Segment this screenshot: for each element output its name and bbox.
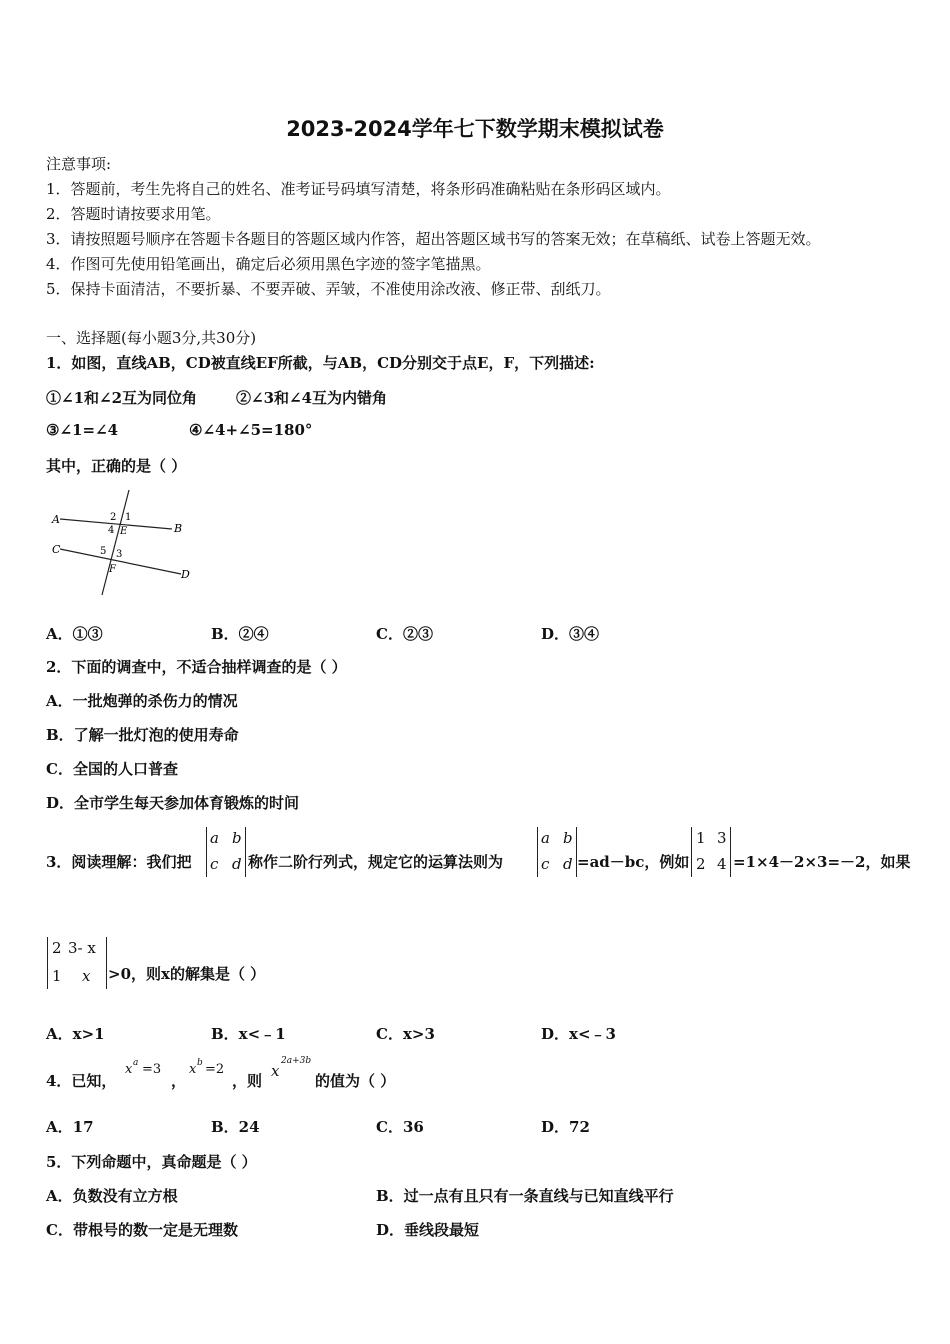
q4-math-1-value: =3 (142, 1062, 162, 1077)
q5-stem: 5．下列命题中，真命题是（ ） (46, 1153, 257, 1171)
q3-determinant-4: 2 3- x 1 x (47, 937, 107, 989)
q3-text-1: 3．阅读理解：我们把 (46, 853, 192, 871)
note-item: 5．保持卡面清洁，不要折暴、不要弄破、弄皱，不准使用涂改液、修正带、刮纸刀。 (46, 280, 611, 298)
label-a: A (52, 513, 60, 526)
label-c: C (52, 543, 61, 556)
q1-statement-4: ④∠4+∠5=180° (189, 421, 313, 439)
note-item: 4．作图可先使用铅笔画出，确定后必须用黑色字迹的签字笔描黑。 (46, 255, 491, 273)
angle-4: 4 (108, 525, 115, 536)
q2-option-d[interactable]: D．全市学生每天参加体育锻炼的时间 (46, 794, 300, 812)
q1-option-c[interactable]: C．②③ (376, 625, 433, 643)
q3-determinant-3: 1 3 2 4 (691, 827, 731, 877)
label-b: B (174, 522, 183, 535)
q3-option-a[interactable]: A．x>1 (46, 1025, 105, 1043)
q4-math-1-base: x (125, 1062, 133, 1077)
q2-stem: 2．下面的调查中，不适合抽样调查的是（ ） (46, 658, 347, 676)
q4-math-1-exponent: a (133, 1058, 139, 1068)
q3-text-2: 称作二阶行列式，规定它的运算法则为 (248, 853, 504, 871)
q1-option-d[interactable]: D．③④ (541, 625, 600, 643)
q4-math-3-base: x (271, 1062, 280, 1080)
q4-option-d[interactable]: D．72 (541, 1118, 590, 1136)
q1-stem: 1．如图，直线AB，CD被直线EF所截，与AB，CD分别交于点E，F，下列描述: (46, 354, 595, 372)
q4-math-2-base: x (189, 1062, 197, 1077)
q4-text-3: 的值为（ ） (315, 1072, 396, 1090)
q3-option-d[interactable]: D．x<﹣3 (541, 1025, 616, 1043)
angle-2: 2 (110, 512, 117, 523)
notes-heading: 注意事项: (46, 155, 112, 173)
q1-statement-1: ①∠1和∠2互为同位角 (46, 389, 198, 407)
q2-option-a[interactable]: A．一批炮弹的杀伤力的情况 (46, 692, 238, 710)
q5-option-d[interactable]: D．垂线段最短 (376, 1221, 480, 1239)
angle-1: 1 (125, 512, 132, 523)
note-item: 2．答题时请按要求用笔。 (46, 205, 221, 223)
line-ef (102, 490, 132, 595)
q3-text-5: >0，则x的解集是（ ） (108, 965, 266, 983)
angle-5: 5 (100, 546, 107, 557)
section-heading: 一、选择题(每小题3分,共30分) (46, 329, 257, 347)
label-e: E (120, 526, 128, 537)
q3-option-c[interactable]: C．x>3 (376, 1025, 435, 1043)
q1-statement-3: ③∠1=∠4 (46, 421, 119, 439)
note-item: 1．答题前，考生先将自己的姓名、准考证号码填写清楚，将条形码准确粘贴在条形码区域内。 (46, 180, 671, 198)
q4-option-c[interactable]: C．36 (376, 1118, 424, 1136)
page-title: 2023-2024学年七下数学期末模拟试卷 (286, 117, 664, 141)
label-f: F (109, 564, 116, 575)
label-d: D (181, 568, 190, 581)
q2-option-c[interactable]: C．全国的人口普查 (46, 760, 178, 778)
q4-math-2-exponent: b (197, 1058, 203, 1068)
q3-text-4: =1×4－2×3=－2，如果 (733, 853, 911, 871)
q5-option-b[interactable]: B．过一点有且只有一条直线与已知直线平行 (376, 1187, 674, 1205)
q1-question: 其中，正确的是（ ） (46, 457, 187, 475)
q4-text-1: 4．已知， (46, 1072, 117, 1090)
q4-text-2: ，则 (232, 1072, 263, 1090)
q1-option-b[interactable]: B．②④ (211, 625, 269, 643)
q4-math-2-value: =2 (205, 1062, 225, 1077)
q5-option-c[interactable]: C．带根号的数一定是无理数 (46, 1221, 238, 1239)
q1-statement-2: ②∠3和∠4互为内错角 (236, 389, 388, 407)
q3-text-3: =ad－bc，例如 (577, 853, 690, 871)
angle-3: 3 (116, 549, 123, 560)
q4-math-3-exponent: 2a+3b (281, 1056, 312, 1066)
q1-figure (46, 485, 206, 600)
q4-option-b[interactable]: B．24 (211, 1118, 260, 1136)
q3-option-b[interactable]: B．x<﹣1 (211, 1025, 286, 1043)
q3-determinant-2: a b c d (537, 827, 577, 877)
note-item: 3．请按照题号顺序在答题卡各题目的答题区域内作答，超出答题区域书写的答案无效；在草稿纸、试卷上答题无效。 (46, 230, 821, 248)
q4-comma: ， (171, 1072, 187, 1090)
q1-option-a[interactable]: A．①③ (46, 625, 103, 643)
q5-option-a[interactable]: A．负数没有立方根 (46, 1187, 178, 1205)
q2-option-b[interactable]: B．了解一批灯泡的使用寿命 (46, 726, 239, 744)
q4-option-a[interactable]: A．17 (46, 1118, 94, 1136)
q3-determinant-1: a b c d (206, 827, 246, 877)
